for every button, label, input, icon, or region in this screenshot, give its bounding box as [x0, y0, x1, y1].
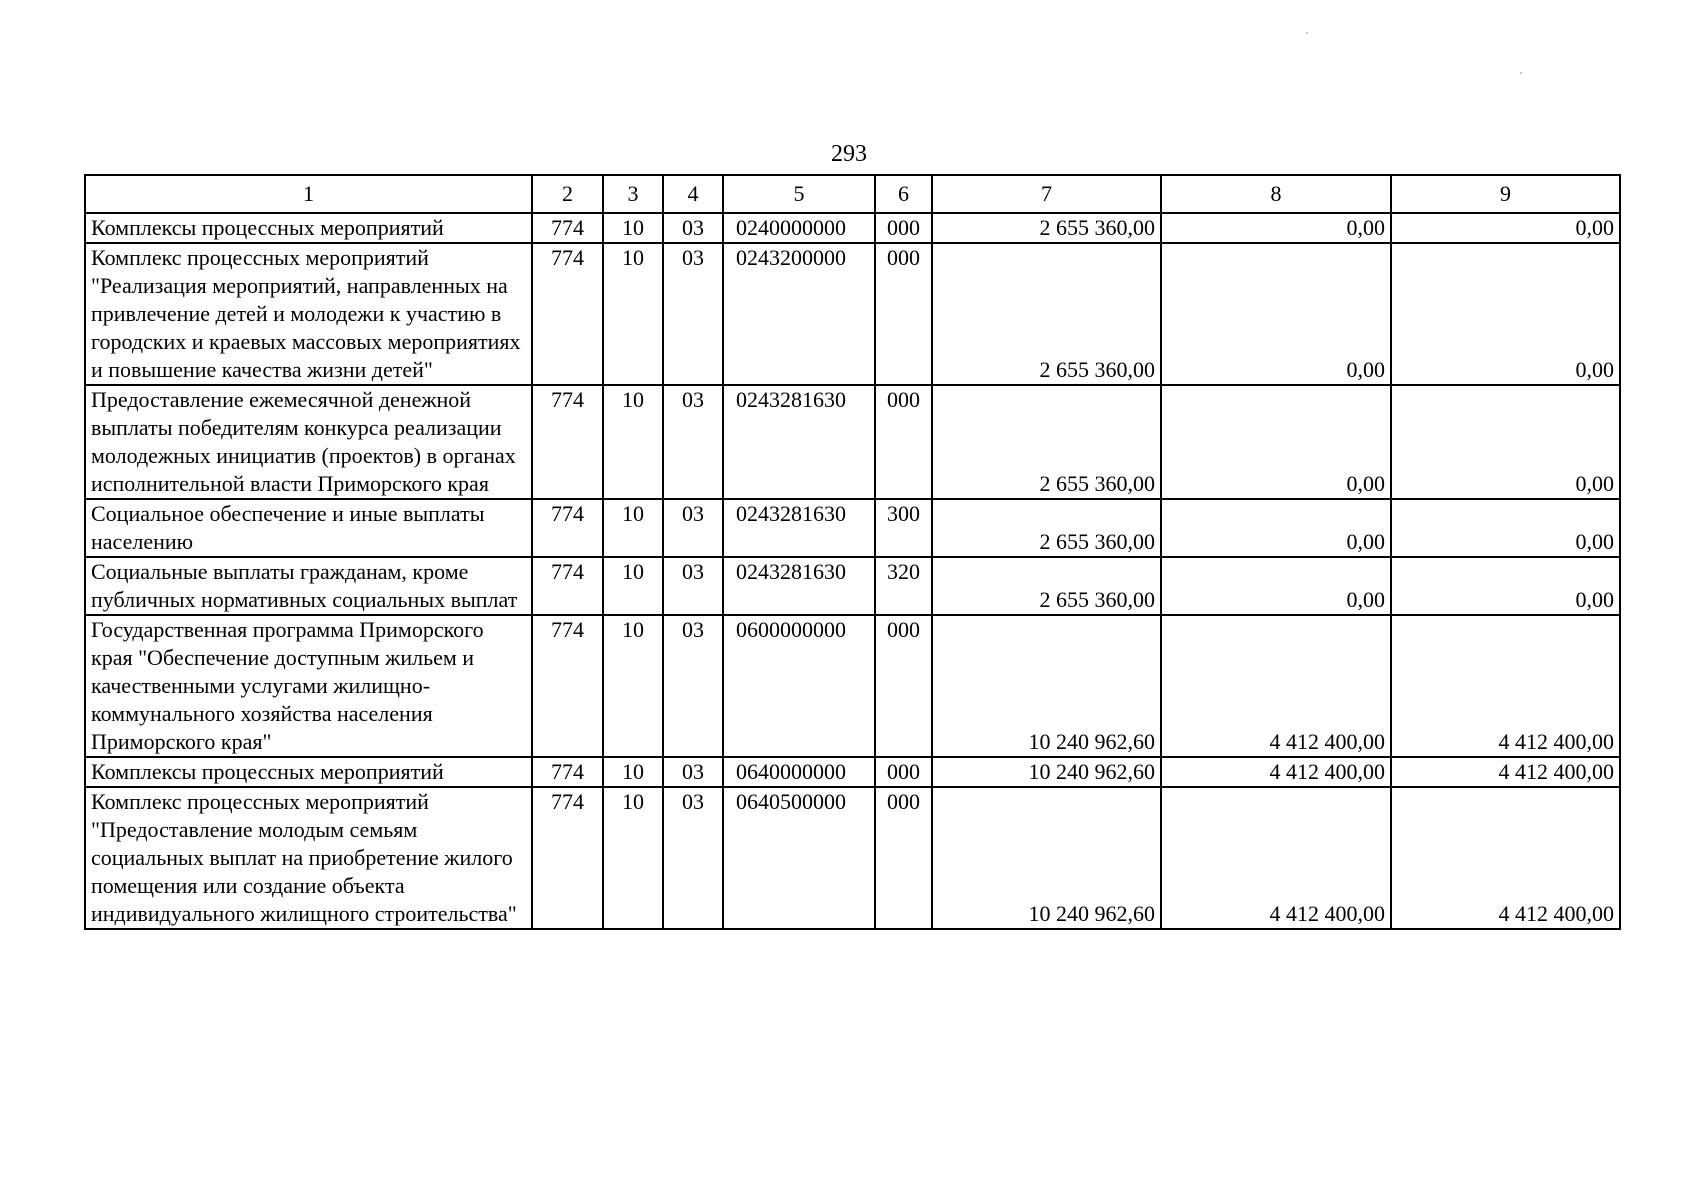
row-name-cell: Комплекс процессных мероприятий "Предоставление молодым семьям социальных выплат на приобретение жилого помещения или создание объекта индивидуального жилищного строительства"	[85, 787, 532, 929]
col9-amount-cell: 0,00	[1391, 213, 1620, 243]
col9-amount-cell: 0,00	[1391, 243, 1620, 385]
col3-cell: 10	[603, 757, 663, 787]
col3-cell: 10	[603, 499, 663, 557]
table-row	[85, 243, 1620, 385]
budget-table	[84, 174, 1621, 930]
col2-cell: 774	[532, 499, 603, 557]
row-name-cell: Социальное обеспечение и иные выплаты населению	[85, 499, 532, 557]
col3-cell: 10	[603, 385, 663, 499]
col2-cell: 774	[532, 557, 603, 615]
col9-amount-cell: 0,00	[1391, 557, 1620, 615]
header-row	[85, 175, 1620, 213]
col8-amount-cell: 0,00	[1161, 243, 1391, 385]
row-name-cell: Комплексы процессных мероприятий	[85, 213, 532, 243]
col5-cell: 0243281630	[723, 557, 875, 615]
col3-cell: 10	[603, 213, 663, 243]
col9-amount-cell: 4 412 400,00	[1391, 787, 1620, 929]
table-row	[85, 787, 1620, 929]
col4-cell: 03	[663, 757, 723, 787]
table-row	[85, 557, 1620, 615]
col6-cell: 300	[875, 499, 932, 557]
col3-cell: 10	[603, 787, 663, 929]
col7-amount-cell: 2 655 360,00	[932, 213, 1161, 243]
col8-amount-cell: 4 412 400,00	[1161, 615, 1391, 757]
col2-cell: 774	[532, 615, 603, 757]
column-header-7: 7	[932, 175, 1161, 213]
row-name-cell: Государственная программа Приморского края "Обеспечение доступным жильем и качественными услугами жилищно-коммунального хозяйства населения Приморского края"	[85, 615, 532, 757]
col2-cell: 774	[532, 787, 603, 929]
row-name-cell: Комплекс процессных мероприятий "Реализация мероприятий, направленных на привлечение детей и молодежи к участию в городских и краевых массовых мероприятиях и повышение качества жизни детей"	[85, 243, 532, 385]
col8-amount-cell: 4 412 400,00	[1161, 787, 1391, 929]
col5-cell: 0640000000	[723, 757, 875, 787]
col7-amount-cell: 2 655 360,00	[932, 243, 1161, 385]
table-row	[85, 499, 1620, 557]
column-header-2: 2	[532, 175, 603, 213]
col2-cell: 774	[532, 757, 603, 787]
col7-amount-cell: 10 240 962,60	[932, 615, 1161, 757]
col6-cell: 000	[875, 615, 932, 757]
col6-cell: 000	[875, 213, 932, 243]
page-number: 293	[831, 141, 867, 167]
col3-cell: 10	[603, 615, 663, 757]
col4-cell: 03	[663, 385, 723, 499]
col7-amount-cell: 2 655 360,00	[932, 385, 1161, 499]
col7-amount-cell: 10 240 962,60	[932, 787, 1161, 929]
col9-amount-cell: 0,00	[1391, 385, 1620, 499]
col8-amount-cell: 4 412 400,00	[1161, 757, 1391, 787]
col8-amount-cell: 0,00	[1161, 499, 1391, 557]
table-row	[85, 385, 1620, 499]
col9-amount-cell: 4 412 400,00	[1391, 757, 1620, 787]
row-name-cell: Предоставление ежемесячной денежной выплаты победителям конкурса реализации молодежных инициатив (проектов) в органах исполнительной власти Приморского края	[85, 385, 532, 499]
column-header-9: 9	[1391, 175, 1620, 213]
col5-cell: 0600000000	[723, 615, 875, 757]
col4-cell: 03	[663, 213, 723, 243]
col2-cell: 774	[532, 213, 603, 243]
col6-cell: 000	[875, 385, 932, 499]
col4-cell: 03	[663, 499, 723, 557]
col6-cell: 320	[875, 557, 932, 615]
col9-amount-cell: 0,00	[1391, 499, 1620, 557]
table-row	[85, 757, 1620, 787]
col6-cell: 000	[875, 243, 932, 385]
column-header-5: 5	[723, 175, 875, 213]
col2-cell: 774	[532, 385, 603, 499]
col2-cell: 774	[532, 243, 603, 385]
column-header-3: 3	[603, 175, 663, 213]
col3-cell: 10	[603, 557, 663, 615]
col5-cell: 0243281630	[723, 499, 875, 557]
table-header	[85, 175, 1620, 213]
column-header-4: 4	[663, 175, 723, 213]
column-header-1: 1	[85, 175, 532, 213]
col6-cell: 000	[875, 787, 932, 929]
scan-speck	[1520, 72, 1522, 74]
column-header-8: 8	[1161, 175, 1391, 213]
col5-cell: 0240000000	[723, 213, 875, 243]
row-name-cell: Социальные выплаты гражданам, кроме публичных нормативных социальных выплат	[85, 557, 532, 615]
col9-amount-cell: 4 412 400,00	[1391, 615, 1620, 757]
column-header-6: 6	[875, 175, 932, 213]
col7-amount-cell: 2 655 360,00	[932, 557, 1161, 615]
col6-cell: 000	[875, 757, 932, 787]
col8-amount-cell: 0,00	[1161, 385, 1391, 499]
col7-amount-cell: 10 240 962,60	[932, 757, 1161, 787]
table-body	[85, 213, 1620, 929]
col4-cell: 03	[663, 615, 723, 757]
col5-cell: 0640500000	[723, 787, 875, 929]
col4-cell: 03	[663, 787, 723, 929]
table-row	[85, 615, 1620, 757]
col3-cell: 10	[603, 243, 663, 385]
col4-cell: 03	[663, 557, 723, 615]
col7-amount-cell: 2 655 360,00	[932, 499, 1161, 557]
col5-cell: 0243200000	[723, 243, 875, 385]
col8-amount-cell: 0,00	[1161, 557, 1391, 615]
scan-speck	[1306, 32, 1308, 34]
table-row	[85, 213, 1620, 243]
col5-cell: 0243281630	[723, 385, 875, 499]
row-name-cell: Комплексы процессных мероприятий	[85, 757, 532, 787]
col4-cell: 03	[663, 243, 723, 385]
col8-amount-cell: 0,00	[1161, 213, 1391, 243]
